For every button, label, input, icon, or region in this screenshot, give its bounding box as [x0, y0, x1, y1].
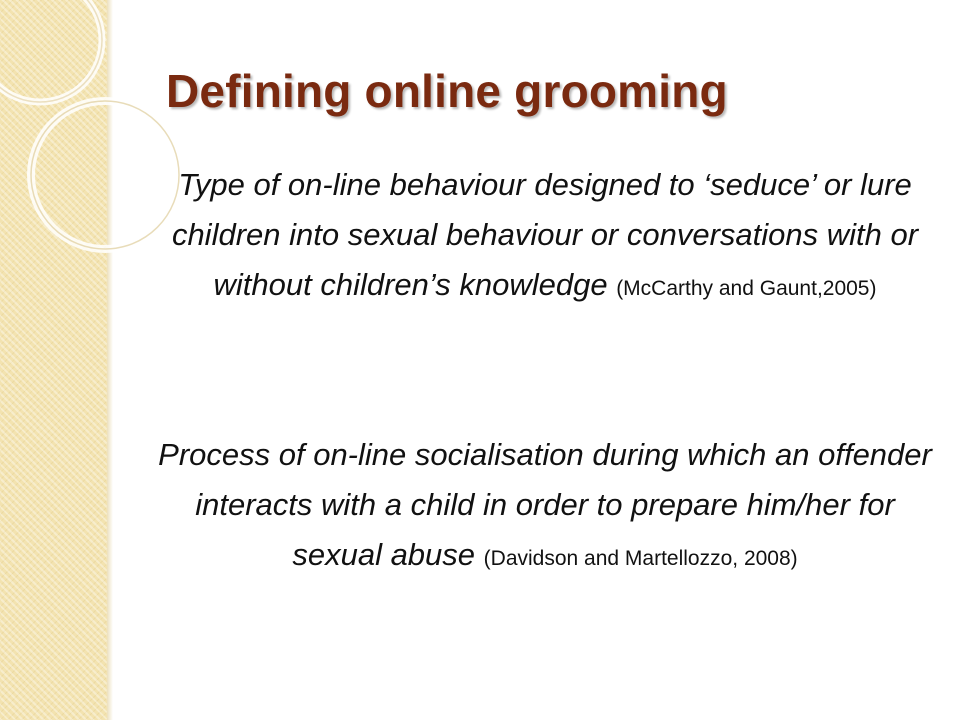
slide-title: Defining online grooming: [166, 65, 728, 117]
definition-2-citation: (Davidson and Martellozzo, 2008): [483, 547, 798, 570]
definition-1: [150, 160, 940, 314]
definition-1-quote: Type of on-line behaviour designed to ‘seduce’ or lure children into sexual behaviour or conversations with or without children’s knowledge: [171, 167, 919, 302]
definition-1-citation: (McCarthy and Gaunt,2005): [616, 277, 877, 300]
definition-2-quote: Process of on-line socialisation during which an offender interacts with a child in order to prepare him/her for sexual abuse: [158, 437, 932, 572]
definition-2: [150, 430, 940, 584]
